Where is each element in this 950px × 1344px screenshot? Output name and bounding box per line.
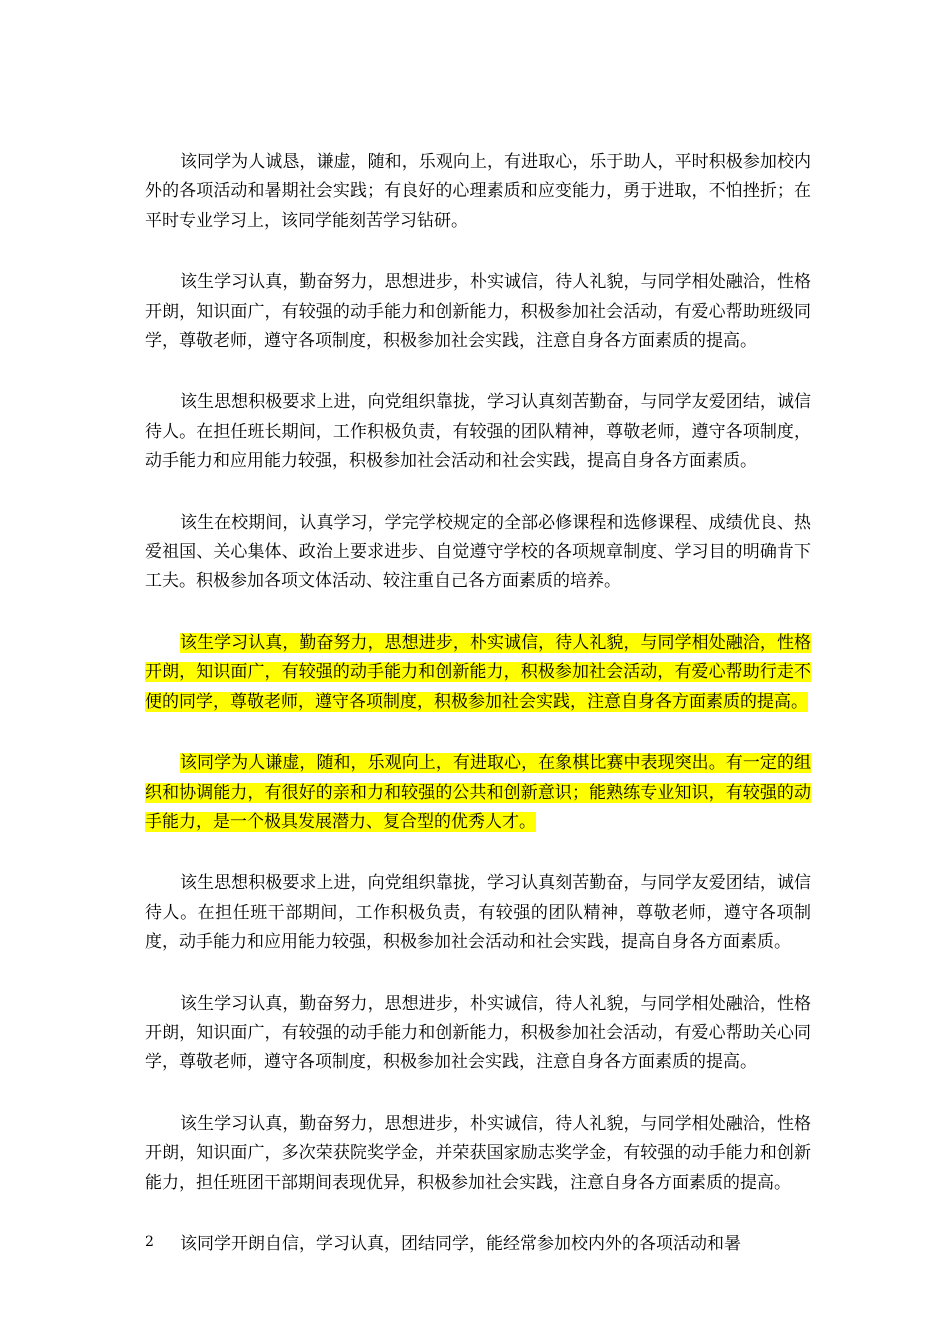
paragraph-9-text: 该生学习认真，勤奋努力，思想进步，朴实诚信，待人礼貌，与同学相处融洽，性格开朗，知识面广，多次荣获院奖学金，并荣获国家励志奖学金，有较强的动手能力和创新能力，担任班团干部期间表现优异，积极参加社会实践，注意自身各方面素质的提高。 <box>145 1113 811 1193</box>
paragraph-5 <box>145 629 811 717</box>
paragraph-8-text: 该生学习认真，勤奋努力，思想进步，朴实诚信，待人礼貌，与同学相处融洽，性格开朗，知识面广，有较强的动手能力和创新能力，积极参加社会活动，有爱心帮助关心同学，尊敬老师，遵守各项制度，积极参加社会实践，注意自身各方面素质的提高。 <box>145 993 811 1073</box>
paragraph-4-text: 该生在校期间，认真学习，学完学校规定的全部必修课程和选修课程、成绩优良、热爱祖国、关心集体、政治上要求进步、自觉遵守学校的各项规章制度、学习目的明确肯下工夫。积极参加各项文体活动、较注重自己各方面素质的培养。 <box>145 512 811 592</box>
paragraph-2 <box>145 268 811 356</box>
paragraph-7 <box>145 869 811 957</box>
page-number: 2 <box>145 1234 154 1250</box>
document-body <box>145 148 811 1291</box>
paragraph-1 <box>145 148 811 236</box>
paragraph-3 <box>145 388 811 476</box>
paragraph-8 <box>145 990 811 1078</box>
paragraph-9 <box>145 1110 811 1198</box>
paragraph-1-text: 该同学为人诚恳，谦虚，随和，乐观向上，有进取心，乐于助人，平时积极参加校内外的各项活动和暑期社会实践；有良好的心理素质和应变能力，勇于进取，不怕挫折；在平时专业学习上，该同学能刻苦学习钻研。 <box>145 152 811 231</box>
paragraph-3-text: 该生思想积极要求上进，向党组织靠拢，学习认真刻苦勤奋，与同学友爱团结，诚信待人。在担任班长期间，工作积极负责，有较强的团队精神，尊敬老师，遵守各项制度，动手能力和应用能力较强，积极参加社会活动和社会实践，提高自身各方面素质。 <box>145 392 811 472</box>
paragraph-7-text: 该生思想积极要求上进，向党组织靠拢，学习认真刻苦勤奋，与同学友爱团结，诚信待人。在担任班干部期间，工作积极负责，有较强的团队精神，尊敬老师，遵守各项制度，动手能力和应用能力较强，积极参加社会活动和社会实践，提高自身各方面素质。 <box>145 873 811 953</box>
paragraph-6 <box>145 749 811 837</box>
paragraph-2-text: 该生学习认真，勤奋努力，思想进步，朴实诚信，待人礼貌，与同学相处融洽，性格开朗，知识面广，有较强的动手能力和创新能力，积极参加社会活动，有爱心帮助班级同学，尊敬老师，遵守各项制度，积极参加社会实践，注意自身各方面素质的提高。 <box>145 272 811 352</box>
paragraph-10 <box>145 1230 811 1259</box>
paragraph-4 <box>145 509 811 597</box>
paragraph-5-text: 该生学习认真，勤奋努力，思想进步，朴实诚信，待人礼貌，与同学相处融洽，性格开朗，知识面广，有较强的动手能力和创新能力，积极参加社会活动，有爱心帮助行走不便的同学，尊敬老师，遵守各项制度，积极参加社会实践，注意自身各方面素质的提高。 <box>145 632 811 712</box>
paragraph-10-text: 该同学开朗自信，学习认真，团结同学，能经常参加校内外的各项活动和暑 <box>180 1233 741 1254</box>
paragraph-6-text: 该同学为人谦虚，随和，乐观向上，有进取心，在象棋比赛中表现突出。有一定的组织和协调能力，有很好的亲和力和较强的公共和创新意识；能熟练专业知识，有较强的动手能力，是一个极具发展潜力、复合型的优秀人才。 <box>145 753 811 832</box>
